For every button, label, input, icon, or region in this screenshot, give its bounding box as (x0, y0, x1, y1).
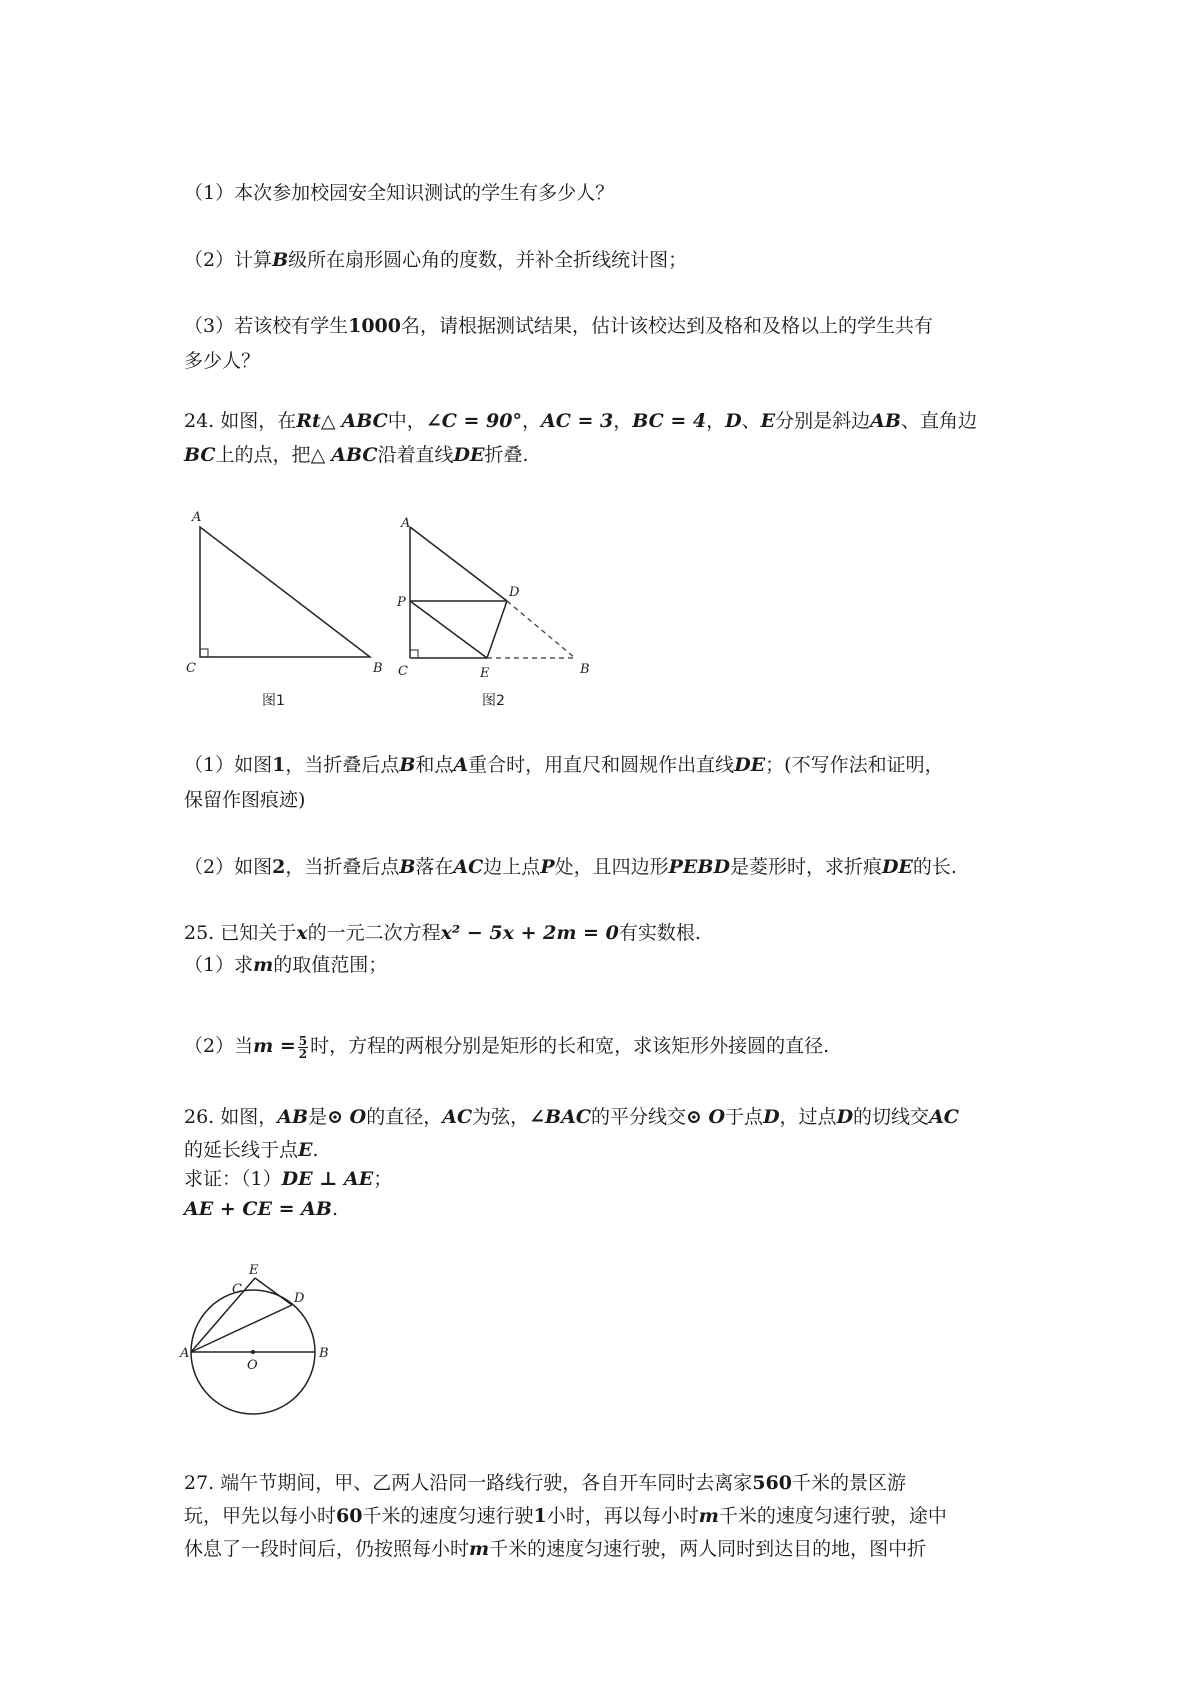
q24-figure-1 (180, 505, 400, 715)
q25-intro: 25. 已知关于x的一元二次方程x² − 5x + 2m = 0有实数根. (184, 922, 701, 944)
tangent-ed (255, 1278, 292, 1305)
label-c: C (232, 1282, 242, 1297)
q25-part2: （2）当m = $\frac{5}{2}$ 时，方程的两根分别是矩形的长和宽，求该矩形外接圆的直径. (184, 1033, 830, 1061)
label-d: D (509, 585, 520, 600)
q26-intro-line2: 的延长线于点E. (184, 1139, 319, 1161)
q27-line3: 休息了一段时间后，仍按照每小时m千米的速度匀速行驶，两人同时到达目的地，图中折 (184, 1538, 927, 1560)
label-p: P (397, 595, 406, 610)
q26-figure (180, 1260, 340, 1420)
label-a: A (401, 516, 411, 531)
q24-figure-2 (395, 505, 625, 715)
q23-part3-line2: 多少人？ (184, 350, 261, 372)
label-a: A (192, 510, 202, 525)
label-e: E (480, 666, 490, 681)
q24-part1-line1: （1）如图1，当折叠后点B和点A重合时，用直尺和圆规作出直线DE；(不写作法和证明， (184, 754, 944, 776)
q24-part2: （2）如图2，当折叠后点B落在AC边上点P处，且四边形PEBD是菱形时，求折痕DE的长. (184, 856, 957, 878)
label-b: B (373, 661, 383, 676)
q24-intro-line2: BC上的点，把△ ABC沿着直线DE折叠. (184, 444, 529, 466)
center-dot (251, 1350, 255, 1354)
triangle-abc (200, 527, 370, 657)
fraction-five-halves: $\frac{5}{2}$ (298, 1033, 308, 1061)
q27-line1: 27. 端午节期间，甲、乙两人沿同一路线行驶，各自开车同时去离家560千米的景区游 (184, 1472, 906, 1494)
q26-prove-line1: 求证：（1）DE ⊥ AE； (184, 1168, 393, 1190)
q27-line2: 玩，甲先以每小时60千米的速度匀速行驶1小时，再以每小时m千米的速度匀速行驶，途中 (184, 1505, 947, 1527)
q23-part3-line1: （3）若该校有学生1000名，请根据测试结果，估计该校达到及格和及格以上的学生共有 (184, 315, 933, 337)
fig1-caption: 图1 (262, 693, 285, 709)
q24-intro-line1: 24. 如图，在Rt△ ABC中，∠C = 90°，AC = 3，BC = 4，D、E分别是斜边AB、直角边 (184, 410, 977, 432)
label-a: A (180, 1346, 190, 1361)
fig2-caption: 图2 (482, 693, 505, 709)
q26-intro-line1: 26. 如图，AB是⊙ O的直径，AC为弦，∠BAC的平分线交⊙ O于点D，过点D的切线交AC (184, 1106, 959, 1128)
q24-part1-line2: 保留作图痕迹) (184, 789, 306, 811)
q25-part1: （1）求m的取值范围； (184, 954, 388, 976)
label-b: B (580, 662, 590, 677)
label-d: D (294, 1291, 305, 1306)
q23-part2: （2）计算B级所在扇形圆心角的度数，并补全折线统计图； (184, 249, 688, 271)
line-ae (191, 1278, 255, 1352)
label-o: O (247, 1358, 258, 1373)
label-e: E (249, 1263, 259, 1278)
label-c: C (186, 661, 196, 676)
right-angle-mark (200, 649, 208, 657)
label-b: B (319, 1346, 329, 1361)
q23-part1: （1）本次参加校园安全知识测试的学生有多少人？ (184, 182, 615, 204)
label-c: C (398, 664, 408, 679)
q26-prove-line2: AE + CE = AB. (184, 1198, 338, 1220)
